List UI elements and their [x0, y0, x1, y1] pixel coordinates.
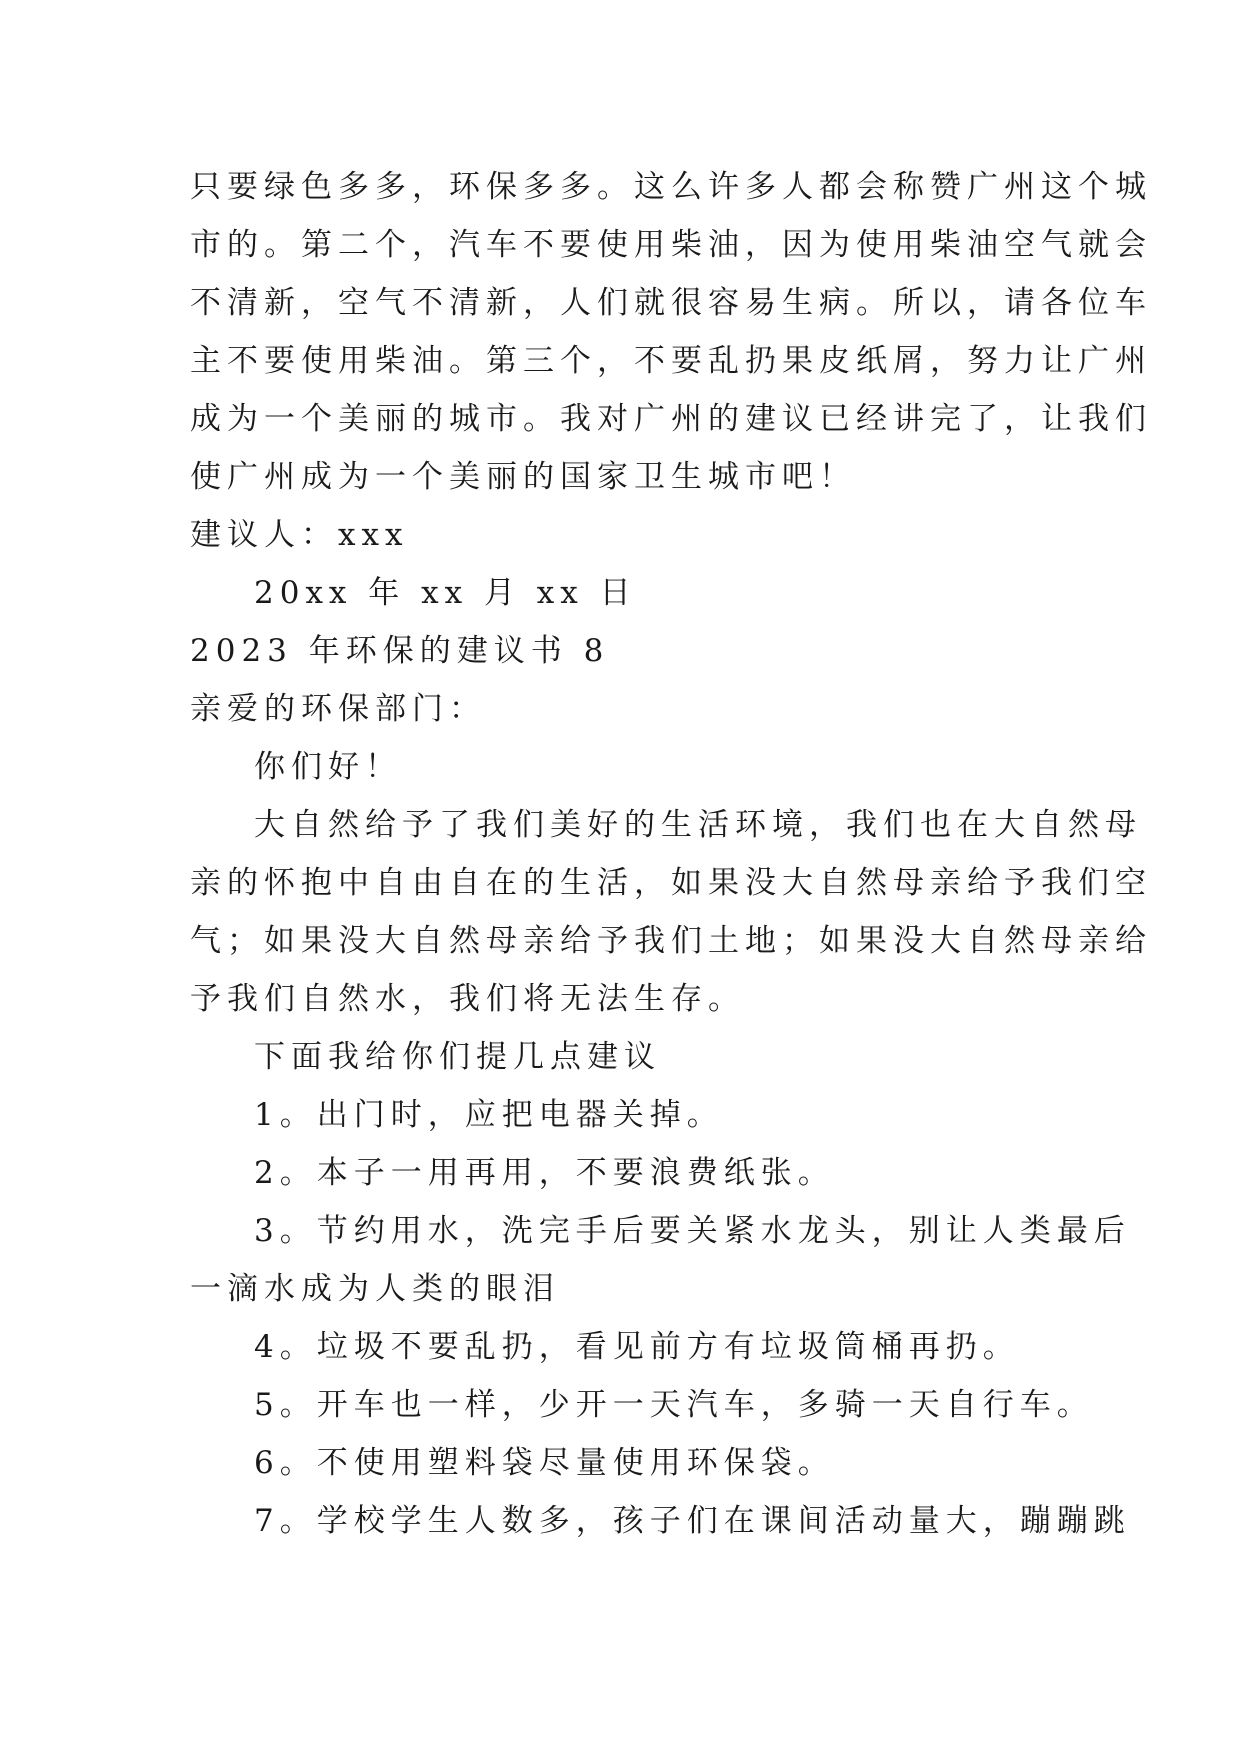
- paragraph-line: 主不要使用柴油。第三个，不要乱扔果皮纸屑，努力让广州: [190, 343, 1152, 379]
- paragraph-line: 成为一个美丽的城市。我对广州的建议已经讲完了，让我们: [190, 401, 1152, 437]
- greeting: 你们好！: [254, 749, 402, 785]
- list-item-continuation: 一滴水成为人类的眼泪: [190, 1271, 560, 1307]
- date-line: 20xx 年 xx 月 xx 日: [254, 575, 637, 611]
- list-item: 1。出门时，应把电器关掉。: [254, 1097, 724, 1133]
- list-item: 5。开车也一样，少开一天汽车，多骑一天自行车。: [254, 1387, 1094, 1423]
- paragraph-line: 大自然给予了我们美好的生活环境，我们也在大自然母: [254, 807, 1142, 843]
- suggestions-lead: 下面我给你们提几点建议: [254, 1039, 661, 1075]
- paragraph-line: 不清新，空气不清新，人们就很容易生病。所以，请各位车: [190, 285, 1152, 321]
- paragraph-line: 市的。第二个，汽车不要使用柴油，因为使用柴油空气就会: [190, 227, 1152, 263]
- section-title: 2023 年环保的建议书 8: [190, 633, 610, 669]
- list-item: 7。学校学生人数多，孩子们在课间活动量大，蹦蹦跳: [254, 1503, 1131, 1539]
- signer-line: 建议人：xxx: [190, 517, 409, 553]
- paragraph-line: 予我们自然水，我们将无法生存。: [190, 981, 745, 1017]
- list-item: 3。节约用水，洗完手后要关紧水龙头，别让人类最后: [254, 1213, 1131, 1249]
- paragraph-line: 只要绿色多多，环保多多。这么许多人都会称赞广州这个城: [190, 169, 1152, 205]
- paragraph-line: 气；如果没大自然母亲给予我们土地；如果没大自然母亲给: [190, 923, 1152, 959]
- list-item: 2。本子一用再用，不要浪费纸张。: [254, 1155, 835, 1191]
- paragraph-line: 使广州成为一个美丽的国家卫生城市吧！: [190, 459, 856, 495]
- paragraph-line: 亲的怀抱中自由自在的生活，如果没大自然母亲给予我们空: [190, 865, 1152, 901]
- salutation: 亲爱的环保部门：: [190, 691, 486, 727]
- list-item: 6。不使用塑料袋尽量使用环保袋。: [254, 1445, 835, 1481]
- list-item: 4。垃圾不要乱扔，看见前方有垃圾筒桶再扔。: [254, 1329, 1020, 1365]
